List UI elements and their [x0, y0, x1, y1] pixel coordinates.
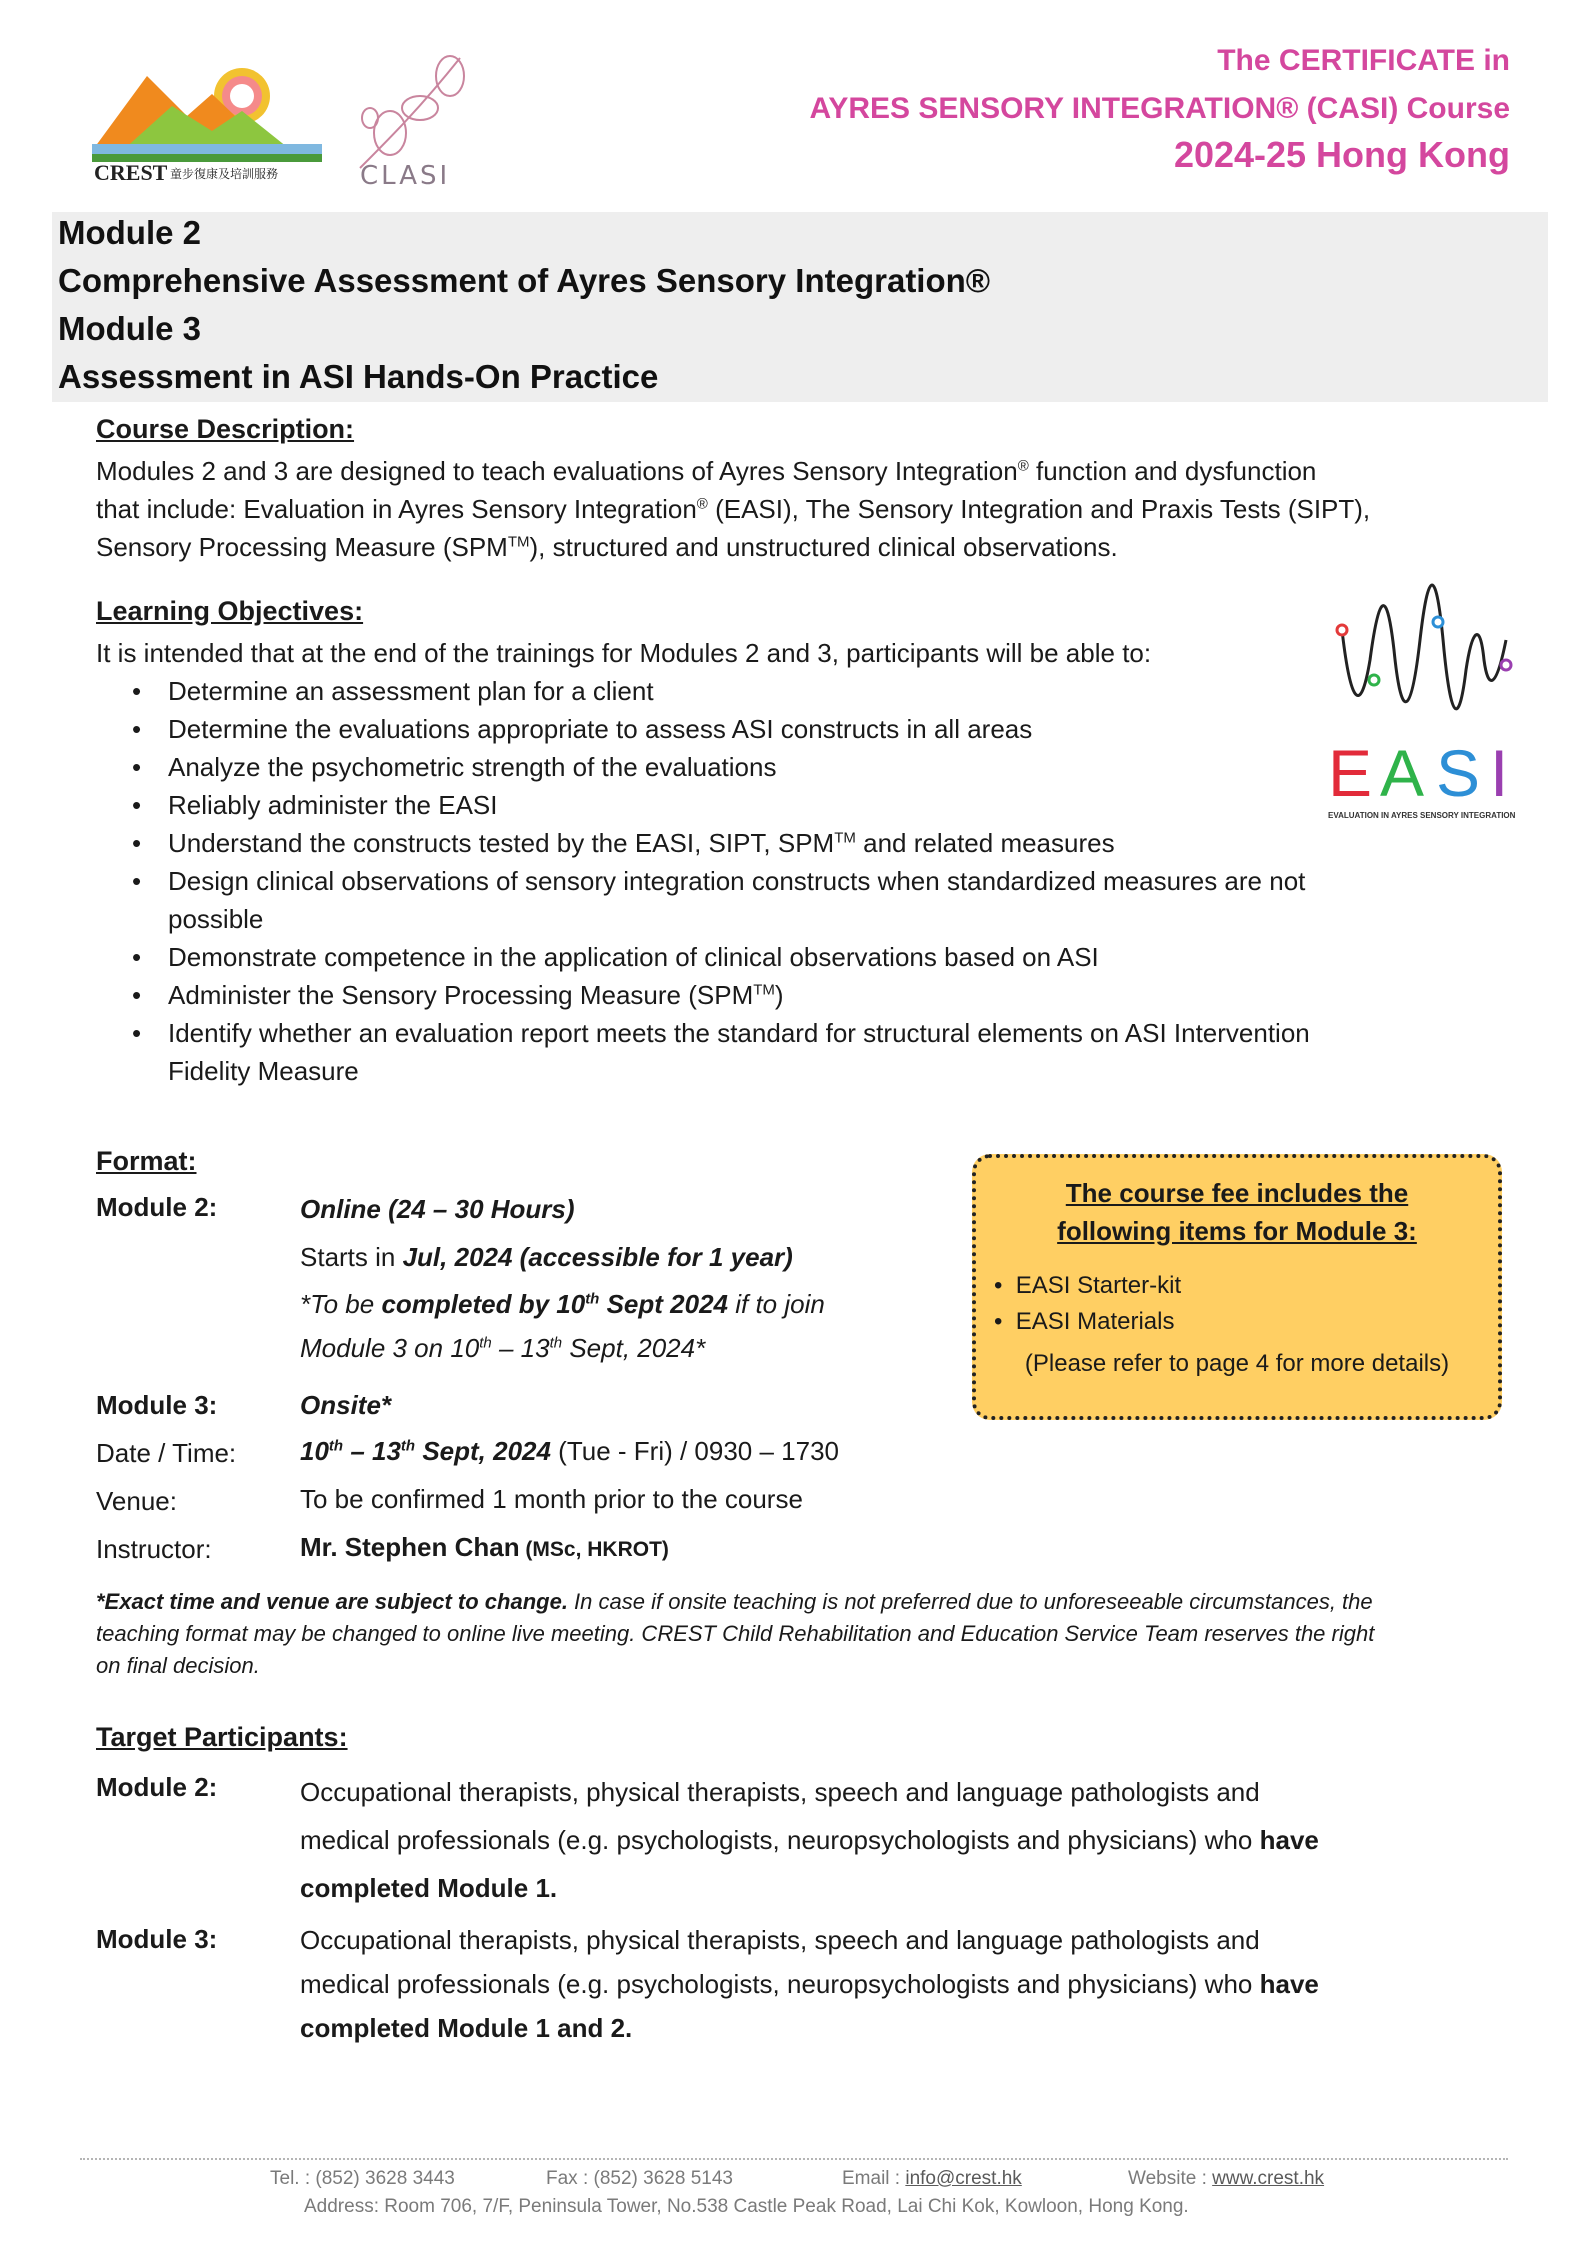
footer-divider — [80, 2158, 1508, 2160]
svg-text:CREST: CREST — [94, 160, 168, 185]
svg-text:E: E — [1328, 736, 1373, 810]
list-item: • Identify whether an evaluation report meets the standard for structural elements on ASI Intervention Fidelity Measure — [96, 1014, 1516, 1090]
course-fee-box — [972, 1154, 1502, 1420]
header-title-line1: The CERTIFICATE in — [1217, 44, 1510, 77]
format-heading: Format: — [96, 1146, 197, 1176]
learning-objectives-list — [96, 672, 1516, 1090]
banner-line2: Comprehensive Assessment of Ayres Sensory Integration® — [58, 262, 991, 299]
learning-objectives-intro: It is intended that at the end of the trainings for Modules 2 and 3, participants will be able to: — [96, 638, 1152, 668]
list-item: • Administer the Sensory Processing Measure (SPM™) — [96, 976, 1516, 1014]
svg-text:I: I — [1490, 736, 1509, 810]
clasi-logo — [330, 48, 490, 188]
banner-line3: Module 3 — [58, 310, 202, 347]
format-instructor-label: Instructor: — [96, 1534, 212, 1564]
list-item: • Analyze the psychometric strength of the evaluations — [96, 748, 1516, 786]
footer-email: Email : info@crest.hk — [842, 2168, 1022, 2189]
target-module3-label: Module 3: — [96, 1924, 218, 1954]
fee-box-heading-line1: The course fee includes the — [1065, 1178, 1409, 1208]
format-date-label: Date / Time: — [96, 1438, 237, 1468]
website-link[interactable]: www.crest.hk — [1212, 2168, 1325, 2189]
course-description-heading: Course Description: — [96, 414, 355, 444]
format-date-value: 10th – 13th Sept, 2024 (Tue - Fri) / 0930 – 1730 — [300, 1436, 840, 1466]
format-venue-value: To be confirmed 1 month prior to the course — [300, 1484, 803, 1514]
format-instructor-value: Mr. Stephen Chan (MSc, HKROT) — [300, 1532, 669, 1562]
footer-fax: Fax : (852) 3628 5143 — [546, 2168, 733, 2189]
format-venue-label: Venue: — [96, 1486, 177, 1516]
list-item: • Determine an assessment plan for a client — [96, 672, 1516, 710]
fee-box-item: • EASI Starter-kit — [994, 1272, 1182, 1299]
list-item: • Determine the evaluations appropriate to assess ASI constructs in all areas — [96, 710, 1516, 748]
format-module3-mode: Onsite* — [300, 1390, 392, 1420]
format-module2-label: Module 2: — [96, 1192, 218, 1222]
format-module3-label: Module 3: — [96, 1390, 218, 1420]
email-link[interactable]: info@crest.hk — [905, 2168, 1022, 2189]
format-module2-start: Starts in Jul, 2024 (accessible for 1 year) — [300, 1242, 793, 1272]
list-item: • Reliably administer the EASI — [96, 786, 1516, 824]
header-title-line2: AYRES SENSORY INTEGRATION® (CASI) Course — [809, 92, 1510, 125]
footer-tel: Tel. : (852) 3628 3443 — [270, 2168, 455, 2189]
list-item: • Design clinical observations of sensory integration constructs when standardized measures are not possible — [96, 862, 1516, 938]
svg-text:EVALUATION IN AYRES SENSORY IN: EVALUATION IN AYRES SENSORY INTEGRATION — [1328, 811, 1516, 820]
fee-box-item: • EASI Materials — [994, 1308, 1175, 1335]
fee-box-note: (Please refer to page 4 for more details) — [1024, 1350, 1450, 1377]
crest-logo — [92, 56, 322, 186]
banner-line1: Module 2 — [58, 214, 202, 251]
list-item: • Understand the constructs tested by the EASI, SIPT, SPM™ and related measures — [96, 824, 1516, 862]
svg-text:CLASI: CLASI — [360, 161, 451, 188]
target-module2-label: Module 2: — [96, 1772, 218, 1802]
easi-logo — [1320, 560, 1530, 830]
header-title-line3: 2024-25 Hong Kong — [1173, 134, 1510, 175]
format-module2-note: *To be completed by 10th Sept 2024 if to join Module 3 on 10th – 13th Sept, 2024* — [300, 1289, 825, 1363]
target-module3-text: Occupational therapists, physical therapists, speech and language pathologists and medical professionals (e.g. psychologists, neuropsychologists and physicians) who have completed Module 1 and 2. — [300, 1925, 1319, 2043]
fee-box-heading-line2: following items for Module 3: — [1057, 1216, 1417, 1246]
disclaimer-note: *Exact time and venue are subject to change. In case if onsite teaching is not preferred due to unforeseeable circumstances, the teaching format may be changed to online live meeting. CREST Child Rehabilitation and Education Service Team reserves the right on final decision. — [96, 1589, 1375, 1678]
svg-text:A: A — [1380, 736, 1425, 810]
list-item: • Demonstrate competence in the application of clinical observations based on ASI — [96, 938, 1516, 976]
learning-objectives-heading: Learning Objectives: — [96, 596, 364, 626]
footer-website: Website : www.crest.hk — [1128, 2168, 1325, 2189]
target-module2-text: Occupational therapists, physical therapists, speech and language pathologists and medical professionals (e.g. psychologists, neuropsychologists and physicians) who have completed Module 1. — [300, 1777, 1319, 1903]
svg-text:童步復康及培訓服務: 童步復康及培訓服務 — [170, 167, 279, 181]
footer-address: Address: Room 706, 7/F, Peninsula Tower, No.538 Castle Peak Road, Lai Chi Kok, Kowloon, Hong Kong. — [304, 2196, 1189, 2217]
module-banner — [52, 212, 1548, 402]
banner-line4: Assessment in ASI Hands-On Practice — [58, 358, 659, 395]
format-module2-mode: Online (24 – 30 Hours) — [300, 1194, 575, 1224]
target-participants-heading: Target Participants: — [96, 1722, 348, 1752]
course-description-text: Modules 2 and 3 are designed to teach evaluations of Ayres Sensory Integration® function and dysfunction that include: Evaluation in Ayres Sensory Integration® (EASI), The Sensory Integration and Praxis Tests (SIPT), Sensory Processing Measure (SPM™), structured and unstructured clinical observations. — [96, 456, 1371, 562]
svg-text:S: S — [1436, 736, 1481, 810]
